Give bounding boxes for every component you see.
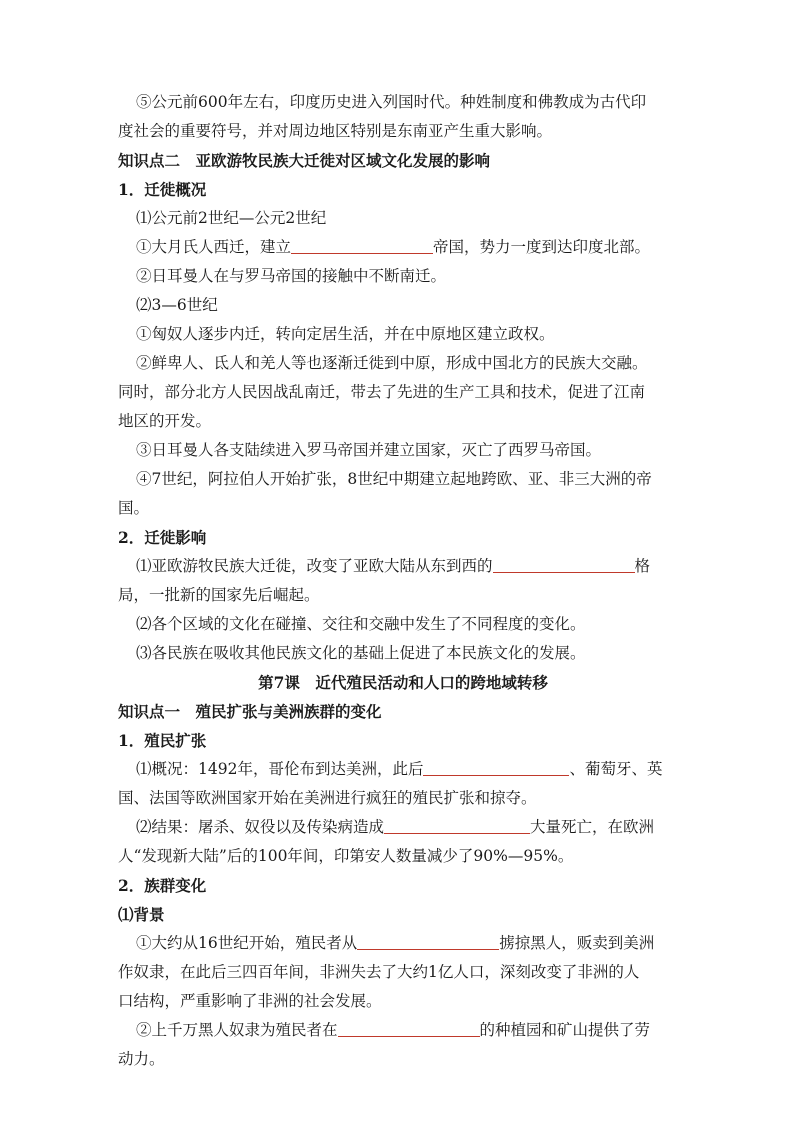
paragraph-line: ③日耳曼人各支陆续进入罗马帝国并建立国家，灭亡了西罗马帝国。 (136, 441, 602, 459)
paragraph-line: 国、法国等欧洲国家开始在美洲进行疯狂的殖民扩张和掠夺。 (118, 789, 537, 807)
subsection-heading: 1．迁徙概况 (118, 180, 207, 199)
section-heading: 知识点二 亚欧游牧民族大迁徙对区域文化发展的影响 (118, 151, 491, 170)
fill-blank[interactable] (338, 1018, 480, 1037)
paragraph-line (118, 929, 688, 958)
fill-blank[interactable] (493, 554, 635, 573)
paragraph-line (118, 813, 688, 842)
paragraph-line: 度社会的重要符号，并对周边地区特别是东南亚产生重大影响。 (118, 122, 553, 140)
paragraph-line: ⑶各民族在吸收其他民族文化的基础上促进了本民族文化的发展。 (136, 644, 586, 662)
text-run: ②上千万黑人奴隶为殖民者在 (136, 1021, 338, 1039)
subsection-heading: 2．族群变化 (118, 876, 207, 895)
paragraph-line: ②日耳曼人在与罗马帝国的接触中不断南迁。 (136, 267, 447, 285)
paragraph-line: 口结构，严重影响了非洲的社会发展。 (118, 992, 382, 1010)
text-run: ①大月氏人西迁，建立 (136, 238, 292, 256)
paragraph-line: 地区的开发。 (118, 412, 212, 430)
text-run: ①大约从16世纪开始，殖民者从 (136, 934, 358, 952)
text-run: 、葡萄牙、英 (569, 760, 663, 778)
paragraph-line (118, 552, 688, 581)
text-run: ⑵结果：屠杀、奴役以及传染病造成 (136, 818, 385, 836)
subsection-heading: 1．殖民扩张 (118, 731, 207, 750)
document-page (118, 88, 688, 1074)
subsection-heading: ⑴背景 (118, 905, 165, 924)
text-run: 大量死亡，在欧洲 (530, 818, 655, 836)
paragraph-line: 动力。 (118, 1050, 165, 1068)
fill-blank[interactable] (357, 931, 499, 950)
paragraph-line: 同时，部分北方人民因战乱南迁，带去了先进的生产工具和技术，促进了江南 (118, 383, 646, 401)
paragraph-line: 国。 (118, 499, 150, 517)
paragraph-line: ⑤公元前600年左右，印度历史进入列国时代。种姓制度和佛教成为古代印 (136, 93, 647, 111)
subsection-heading: 2．迁徙影响 (118, 528, 207, 547)
paragraph-line: ⑵各个区域的文化在碰撞、交往和交融中发生了不同程度的变化。 (136, 615, 586, 633)
paragraph-line: ①匈奴人逐步内迁，转向定居生活，并在中原地区建立政权。 (136, 325, 555, 343)
section-heading: 知识点一 殖民扩张与美洲族群的变化 (118, 702, 382, 721)
paragraph-line: ④7世纪，阿拉伯人开始扩张，8世纪中期建立起地跨欧、亚、非三大洲的帝 (136, 470, 652, 488)
paragraph-line: 作奴隶，在此后三四百年间，非洲失去了大约1亿人口，深刻改变了非洲的人 (118, 963, 640, 981)
paragraph-line: 人“发现新大陆”后的100年间，印第安人数量减少了90%—95%。 (118, 847, 574, 865)
text-run: 帝国，势力一度到达印度北部。 (433, 238, 651, 256)
text-run: 格 (634, 557, 651, 575)
fill-blank[interactable] (291, 235, 433, 254)
text-run: ⑴亚欧游牧民族大迁徙，改变了亚欧大陆从东到西的 (136, 557, 493, 575)
paragraph-line (118, 233, 688, 262)
lesson-title: 第7课 近代殖民活动和人口的跨地域转移 (258, 673, 548, 692)
fill-blank[interactable] (384, 815, 530, 834)
paragraph-line (118, 755, 688, 784)
paragraph-line: 局，一批新的国家先后崛起。 (118, 586, 320, 604)
period-heading: ⑵3—6世纪 (136, 296, 218, 314)
text-run: ⑴概况：1492年，哥伦布到达美洲，此后 (136, 760, 424, 778)
period-heading: ⑴公元前2世纪—公元2世纪 (136, 209, 327, 227)
text-run: 的种植园和矿山提供了劳 (479, 1021, 651, 1039)
fill-blank[interactable] (423, 757, 569, 776)
paragraph-line: ②鲜卑人、氐人和羌人等也逐渐迁徙到中原，形成中国北方的民族大交融。 (136, 354, 648, 372)
paragraph-line (118, 1016, 688, 1045)
text-run: 掳掠黑人，贩卖到美洲 (499, 934, 655, 952)
